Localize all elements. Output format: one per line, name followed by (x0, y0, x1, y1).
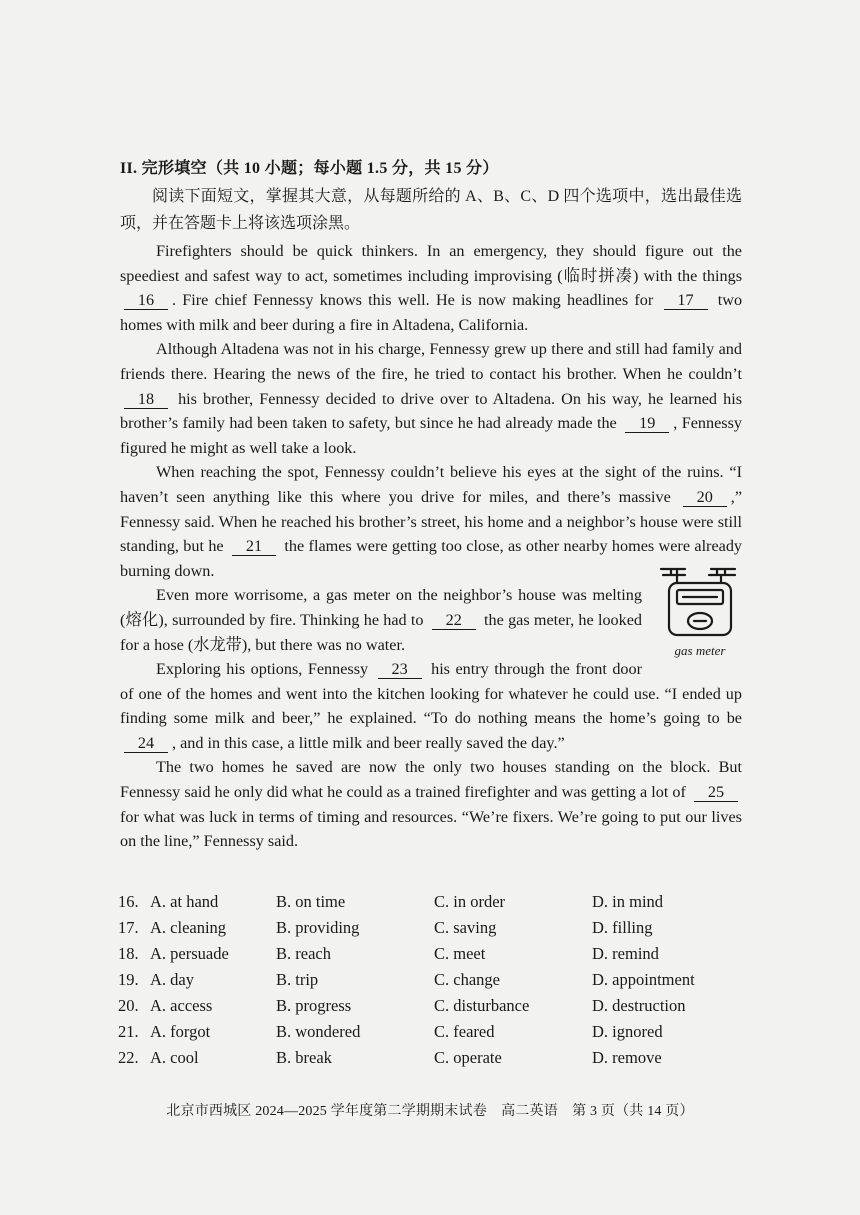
paragraph-text: the gas meter, he looked for a hose (水龙带), but there was no water. (120, 610, 643, 654)
paragraph-text: The two homes he saved are now the only two houses standing on the block. But Fennessy said he only did what he could as a trained firefighter and was getting a lot of (120, 758, 742, 802)
question-number: 16. (118, 892, 139, 911)
blank-19: 19 (625, 414, 669, 433)
option-c: C. saving (434, 918, 497, 937)
paragraph-text: two homes with milk and beer during a fire in Altadena, California. (120, 291, 743, 334)
paragraph-text: Exploring his options, Fennessy (156, 660, 369, 679)
figure-caption: gas meter (674, 643, 726, 658)
paragraph-text: the flames were getting too close, as other nearby homes were already burning down. (120, 537, 743, 580)
paragraph-text: Although Altadena was not in his charge, Fennessy grew up there and still had family and friends there. Hearing the news of the fire, he tried to contact his brother. When he couldn’t (120, 340, 742, 383)
question-number: 19. (118, 970, 139, 989)
option-b: B. trip (276, 970, 319, 989)
section-instructions: 阅读下面短文，掌握其大意，从每题所给的 A、B、C、D 四个选项中，选出最佳选项，并在答题卡上将该选项涂黑。 (120, 188, 742, 232)
option-a: A. at hand (150, 892, 219, 911)
paragraph-6 (120, 755, 742, 853)
option-b: B. providing (276, 918, 360, 937)
paragraph-text: , Fennessy figured he might as well take a look. (120, 414, 742, 457)
question-number: 18. (118, 944, 139, 963)
option-row (118, 970, 758, 996)
paragraph-text: , and in this case, a little milk and beer really saved the day.” (172, 733, 565, 752)
blank-20: 20 (683, 488, 727, 507)
option-d: D. in mind (592, 892, 664, 911)
option-row (118, 944, 758, 970)
option-d: D. ignored (592, 1022, 663, 1041)
option-d: D. remind (592, 944, 659, 963)
option-b: B. on time (276, 892, 346, 911)
question-number: 20. (118, 996, 139, 1015)
question-number: 17. (118, 918, 139, 937)
paragraph-text: his brother, Fennessy decided to drive over to Altadena. On his way, he learned his brother’s family had been taken to safety, but since he had already made the (120, 389, 742, 433)
option-c: C. change (434, 970, 500, 989)
page-footer: 北京市西城区 2024—2025 学年度第二学期期末试卷 高二英语 第 3 页（共 14 页） (166, 1104, 694, 1119)
paragraph-text: . Fire chief Fennessy knows this well. He is now making headlines for (172, 291, 654, 310)
option-a: A. cool (150, 1048, 199, 1067)
blank-17: 17 (664, 291, 708, 310)
paragraph-text: Even more worrisome, a gas meter on the neighbor’s house was melting (熔化), surrounded by fire. Thinking he had to (120, 586, 642, 629)
option-c: C. feared (434, 1022, 495, 1041)
option-c: C. operate (434, 1048, 502, 1067)
paragraph-1 (120, 239, 742, 337)
paragraph-text: his entry through the front door of one of the homes and went into the kitchen looking for whatever he could use. “I ended up finding some milk and beer,” he explained. “To do nothing means the home’s going to be (120, 660, 742, 728)
option-row (118, 918, 758, 944)
blank-24: 24 (124, 734, 168, 753)
option-d: D. remove (592, 1048, 662, 1067)
blank-18: 18 (124, 390, 168, 409)
option-a: A. persuade (150, 944, 229, 963)
option-c: C. meet (434, 944, 486, 963)
option-a: A. cleaning (150, 918, 227, 937)
paragraph-3 (120, 460, 742, 583)
paragraph-text: When reaching the spot, Fennessy couldn’t believe his eyes at the sight of the ruins. “I haven’t seen anything like this where you drive for miles, and there’s massive (120, 463, 742, 506)
option-row (118, 1048, 758, 1074)
blank-23: 23 (378, 660, 422, 679)
option-b: B. reach (276, 944, 331, 963)
option-c: C. in order (434, 892, 506, 911)
option-row (118, 892, 758, 918)
cloze-passage (120, 239, 742, 854)
option-a: A. access (150, 996, 213, 1015)
option-d: D. appointment (592, 970, 695, 989)
paragraph-text: ,” Fennessy said. When he reached his brother’s street, his home and a neighbor’s house were still standing, but he (120, 487, 742, 556)
question-number: 21. (118, 1022, 139, 1041)
option-d: D. filling (592, 918, 653, 937)
option-b: B. break (276, 1048, 332, 1067)
option-a: A. day (150, 970, 194, 989)
question-number: 22. (118, 1048, 139, 1067)
option-d: D. destruction (592, 996, 686, 1015)
option-c: C. disturbance (434, 996, 530, 1015)
paragraph-text: Firefighters should be quick thinkers. In an emergency, they should figure out the speediest and safest way to act, sometimes including improvising (临时拼凑) with the things (120, 242, 742, 285)
paragraph-text: for what was luck in terms of timing and resources. “We’re fixers. We’re going to put our lives on the line,” Fennessy said. (120, 807, 742, 851)
answer-options (118, 892, 758, 1074)
option-b: B. progress (276, 996, 352, 1015)
gas-meter-figure (650, 565, 750, 665)
option-a: A. forgot (150, 1022, 211, 1041)
blank-22: 22 (432, 611, 476, 630)
blank-25: 25 (694, 783, 738, 802)
blank-21: 21 (232, 537, 276, 556)
option-row (118, 1022, 758, 1048)
section-title: II. 完形填空（共 10 小题；每小题 1.5 分，共 15 分） (120, 160, 499, 177)
gas-meter-icon (655, 565, 745, 641)
blank-16: 16 (124, 291, 168, 310)
option-row (118, 996, 758, 1022)
option-b: B. wondered (276, 1022, 361, 1041)
paragraph-2 (120, 337, 742, 460)
